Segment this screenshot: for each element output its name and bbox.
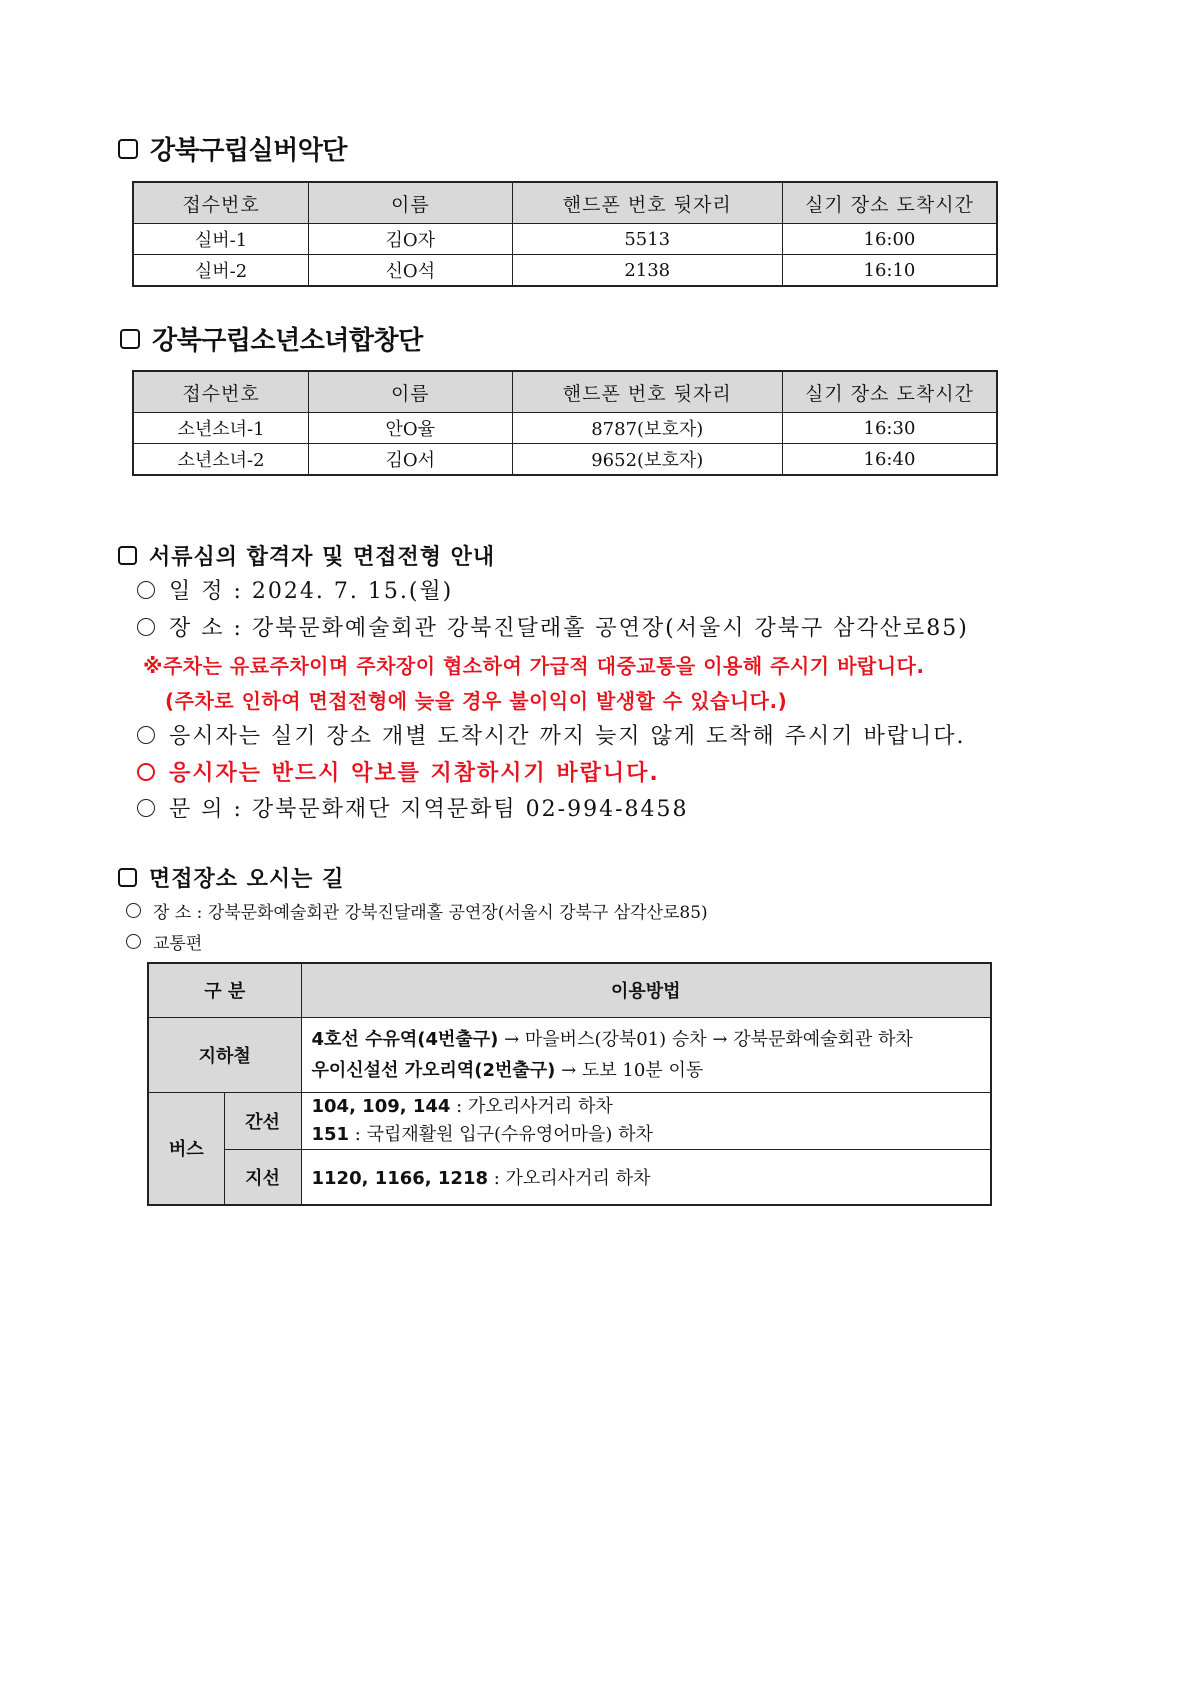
- cell-name: 김O서: [309, 444, 512, 476]
- circle-bullet-icon: [126, 934, 141, 949]
- checkbox-icon: [118, 546, 137, 565]
- section-title: 면접장소 오시는 길: [149, 867, 345, 892]
- place-text: 장 소 : 강북문화예술회관 강북진달래홀 공연장(서울시 강북구 삼각산로85): [169, 616, 969, 641]
- silver-band-table: [132, 181, 998, 287]
- table-row: [133, 413, 997, 444]
- trunk-label: 간선: [224, 1092, 301, 1149]
- directions-place-text: 장 소 : 강북문화예술회관 강북진달래홀 공연장(서울시 강북구 삼각산로85): [153, 903, 708, 923]
- header-cell: 접수번호: [133, 371, 309, 413]
- contact-line: [137, 792, 689, 823]
- schedule-line: [137, 574, 453, 605]
- cell-name: 안O율: [309, 413, 512, 444]
- bus-branch-row: [148, 1149, 991, 1205]
- cell-name: 김O자: [309, 224, 512, 255]
- cell-name: 신O석: [309, 255, 512, 287]
- subway-line2-station: 우이신설선 가오리역(2번출구): [311, 1059, 556, 1081]
- arrival-text: 응시자는 실기 장소 개별 도착시간 까지 늦지 않게 도착해 주시기 바랍니다.: [169, 724, 966, 749]
- trunk-method: [301, 1092, 991, 1149]
- header-cell: 접수번호: [133, 182, 309, 224]
- cell-phone: 9652(보호자): [512, 444, 782, 476]
- schedule-text: 일 정 : 2024. 7. 15.(월): [169, 579, 454, 604]
- section-silver-band-heading: [118, 130, 347, 167]
- bus-trunk-row: [148, 1092, 991, 1149]
- subway-label: 지하철: [148, 1017, 301, 1092]
- cell-time: 16:00: [782, 224, 997, 255]
- section-title: 강북구립소년소녀합창단: [152, 326, 423, 356]
- table-header-row: [133, 182, 997, 224]
- sheet-music-text: 응시자는 반드시 악보를 지참하시기 바랍니다.: [169, 761, 660, 786]
- header-cell: 실기 장소 도착시간: [782, 371, 997, 413]
- header-cell: 핸드폰 번호 뒷자리: [512, 182, 782, 224]
- place-line: [137, 611, 969, 642]
- cell-time: 16:40: [782, 444, 997, 476]
- subway-line1-station: 4호선 수유역(4번출구): [311, 1028, 499, 1050]
- cell-phone: 5513: [512, 224, 782, 255]
- checkbox-icon: [118, 139, 138, 159]
- transport-text: 교통편: [153, 934, 203, 954]
- table-header-row: [148, 963, 991, 1017]
- arrival-line: [137, 719, 966, 750]
- subway-line1-route: → 마을버스(강북01) 승차 → 강북문화예술회관 하차: [498, 1028, 913, 1050]
- circle-bullet-icon: [137, 581, 155, 599]
- transport-table: [147, 962, 992, 1206]
- section-title: 서류심의 합격자 및 면접전형 안내: [149, 545, 496, 570]
- section-interview-info-heading: [118, 540, 495, 571]
- branch-buses: 1120, 1166, 1218: [311, 1167, 489, 1189]
- cell-phone: 2138: [512, 255, 782, 287]
- header-cell: 핸드폰 번호 뒷자리: [512, 371, 782, 413]
- section-choir-heading: [120, 320, 423, 357]
- header-cell: 이름: [309, 371, 512, 413]
- circle-bullet-icon: [126, 903, 141, 918]
- cell-phone: 8787(보호자): [512, 413, 782, 444]
- trunk-line2-buses: 151: [311, 1123, 350, 1145]
- cell-reg-no: 실버-2: [133, 255, 309, 287]
- cell-reg-no: 실버-1: [133, 224, 309, 255]
- circle-bullet-icon: [137, 618, 155, 636]
- circle-bullet-icon: [137, 763, 155, 781]
- branch-stop: : 가오리사거리 하차: [488, 1167, 651, 1189]
- section-directions-heading: [118, 862, 344, 893]
- header-cell: 실기 장소 도착시간: [782, 182, 997, 224]
- directions-place-line: [126, 898, 708, 923]
- table-row: [133, 224, 997, 255]
- contact-text: 문 의 : 강북문화재단 지역문화팀 02-994-8458: [169, 797, 689, 822]
- cell-time: 16:30: [782, 413, 997, 444]
- trunk-line1-buses: 104, 109, 144: [311, 1095, 451, 1117]
- transport-line: [126, 929, 202, 954]
- branch-method: [301, 1149, 991, 1205]
- parking-note-sub: (주차로 인하여 면접전형에 늦을 경우 불이익이 발생할 수 있습니다.): [165, 689, 788, 713]
- subway-line2-route: → 도보 10분 이동: [555, 1059, 704, 1081]
- choir-table: [132, 370, 998, 476]
- checkbox-icon: [120, 329, 140, 349]
- branch-label: 지선: [224, 1149, 301, 1205]
- table-header-row: [133, 371, 997, 413]
- cell-reg-no: 소년소녀-1: [133, 413, 309, 444]
- header-method: 이용방법: [301, 963, 991, 1017]
- header-cell: 이름: [309, 182, 512, 224]
- subway-method: [301, 1017, 991, 1092]
- circle-bullet-icon: [137, 726, 155, 744]
- trunk-line2-stop: : 국립재활원 입구(수유영어마을) 하차: [349, 1123, 653, 1145]
- section-title: 강북구립실버악단: [150, 136, 347, 166]
- cell-reg-no: 소년소녀-2: [133, 444, 309, 476]
- header-category: 구 분: [148, 963, 301, 1017]
- subway-row: [148, 1017, 991, 1092]
- trunk-line1-stop: : 가오리사거리 하차: [450, 1095, 613, 1117]
- table-row: [133, 255, 997, 287]
- cell-time: 16:10: [782, 255, 997, 287]
- sheet-music-line: [137, 756, 660, 787]
- table-row: [133, 444, 997, 476]
- parking-note: ※주차는 유료주차이며 주차장이 협소하여 가급적 대중교통을 이용해 주시기 바랍니다.: [143, 654, 925, 678]
- checkbox-icon: [118, 868, 137, 887]
- bus-label: 버스: [148, 1092, 224, 1205]
- circle-bullet-icon: [137, 799, 155, 817]
